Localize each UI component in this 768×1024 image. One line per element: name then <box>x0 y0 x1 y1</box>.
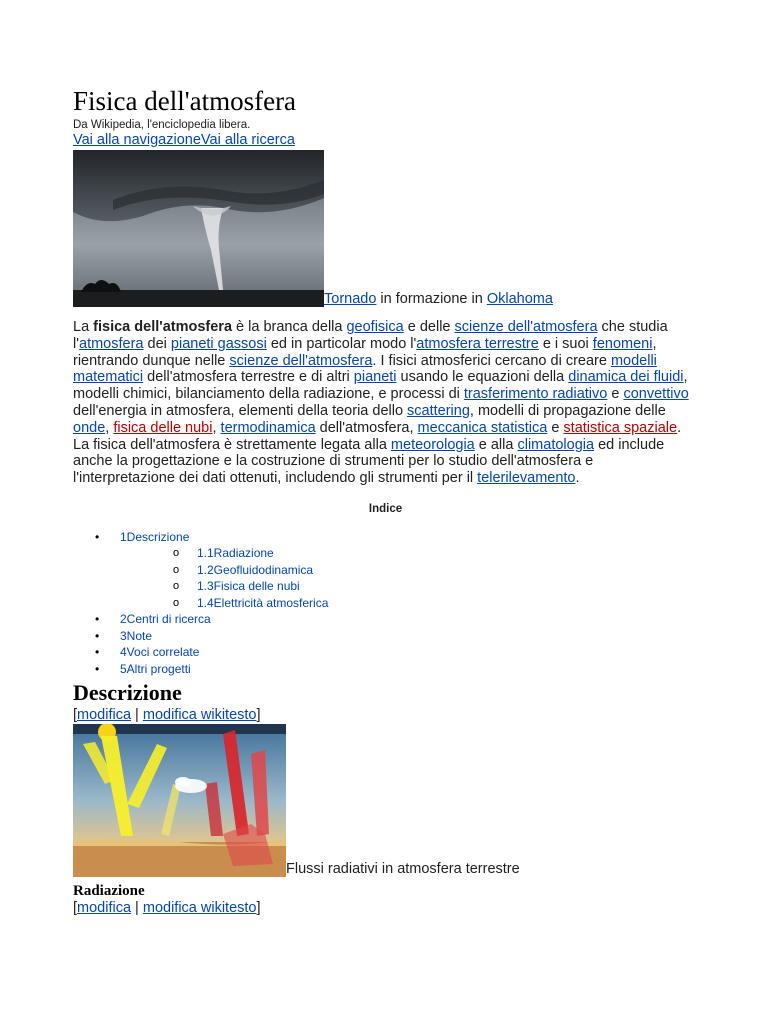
subsection-edit-links: [modifica | modifica wikitesto] <box>73 900 261 917</box>
radiation-caption: Flussi radiativi in atmosfera terrestre <box>286 861 520 878</box>
fisica-nubi-redlink[interactable]: fisica delle nubi <box>113 419 213 436</box>
tornado-caption: Tornado in formazione in Oklahoma <box>324 291 553 307</box>
jump-to-navigation-link[interactable]: Vai alla navigazione <box>73 132 201 148</box>
article-page <box>73 86 698 917</box>
geofisica-link[interactable]: geofisica <box>346 319 404 335</box>
toc-item[interactable]: o 1.2Geofluidodinamica <box>73 562 698 579</box>
page-title: Fisica dell'atmosfera <box>73 86 297 116</box>
atmosfera-link[interactable]: atmosfera <box>79 335 144 352</box>
toc-item[interactable]: o 1.3Fisica delle nubi <box>73 578 698 595</box>
table-of-contents <box>73 529 698 678</box>
toc-item[interactable]: • 2Centri di ricerca <box>73 611 698 628</box>
tornado-figure <box>73 150 698 307</box>
radiation-diagram-image[interactable] <box>73 724 286 877</box>
statistica-spaziale-redlink[interactable]: statistica spaziale <box>563 419 678 436</box>
termodinamica-link[interactable]: termodinamica <box>220 419 316 436</box>
trasferimento-radiativo-link[interactable]: trasferimento radiativo <box>463 386 608 403</box>
scienze-atmosfera-link[interactable]: scienze dell'atmosfera <box>454 319 598 335</box>
meccanica-statistica-link[interactable]: meccanica statistica <box>417 419 548 436</box>
climatologia-link[interactable]: climatologia <box>517 436 595 453</box>
edit-link[interactable]: modifica <box>77 707 132 724</box>
telerilevamento-link[interactable]: telerilevamento <box>477 470 576 487</box>
scattering-link[interactable]: scattering <box>407 402 470 419</box>
oklahoma-link[interactable]: Oklahoma <box>486 291 553 307</box>
toc-title: Indice <box>368 502 403 515</box>
jump-links <box>73 132 698 149</box>
convettivo-link[interactable]: convettivo <box>623 386 689 403</box>
tagline: Da Wikipedia, l'enciclopedia libera. <box>73 119 251 131</box>
edit-link[interactable]: modifica <box>77 900 132 917</box>
tornado-link[interactable]: Tornado <box>324 291 377 307</box>
toc-item[interactable]: • 3Note <box>73 628 698 645</box>
pianeti-gassosi-link[interactable]: pianeti gassosi <box>170 335 267 352</box>
section-heading-descrizione: Descrizione <box>73 680 182 706</box>
fenomeni-link[interactable]: fenomeni <box>592 335 653 352</box>
toc-item[interactable]: • 1Descrizione <box>73 529 698 546</box>
radiation-figure <box>73 724 698 877</box>
section-heading-radiazione: Radiazione <box>73 883 145 900</box>
subject-bold: fisica dell'atmosfera <box>93 319 233 335</box>
pianeti-link[interactable]: pianeti <box>353 369 397 386</box>
tornado-image[interactable] <box>73 150 324 307</box>
modelli-matematici-link[interactable]: modelli matematici <box>73 352 657 386</box>
jump-to-search-link[interactable]: Vai alla ricerca <box>200 132 295 148</box>
intro-paragraph: La fisica dell'atmosfera è la branca della geofisica e delle scienze dell'atmosfera che studia l'atmosfera dei pianeti gassosi ed in particolar modo l'atmosfera terrestre e i suoi fenomeni, rientrando dunque nelle scienze dell'atmosfera. I fisici atmosferici cercano di creare modelli matematici dell'atmosfera terrestre e di altri pianeti usando le equazioni della dinamica dei fluidi, modelli chimici, bilanciamento della radiazione, e processi di trasferimento radiativo e convettivo dell'energia in atmosfera, elementi della teoria dello scattering, modelli di propagazione delle onde, fisica delle nubi, termodinamica dell'atmosfera, meccanica statistica e statistica spaziale. La fisica dell'atmosfera è strettamente legata alla meteorologia e alla climatologia ed include anche la progettazione e la costruzione di strumenti per lo studio dell'atmosfera e l'interpretazione dei dati ottenuti, includendo gli strumenti per il telerilevamento. <box>73 319 689 487</box>
toc-item[interactable]: o 1.4Elettricità atmosferica <box>73 595 698 612</box>
onde-link[interactable]: onde <box>73 419 106 436</box>
toc-item[interactable]: o 1.1Radiazione <box>73 545 698 562</box>
atmosfera-terrestre-link[interactable]: atmosfera terrestre <box>416 335 539 352</box>
edit-source-link[interactable]: modifica wikitesto <box>142 707 257 724</box>
section-edit-links: [modifica | modifica wikitesto] <box>73 707 261 724</box>
toc-item[interactable]: • 4Voci correlate <box>73 644 698 661</box>
meteorologia-link[interactable]: meteorologia <box>390 436 475 453</box>
dinamica-fluidi-link[interactable]: dinamica dei fluidi <box>568 369 684 386</box>
toc-item[interactable]: • 5Altri progetti <box>73 661 698 678</box>
edit-source-link[interactable]: modifica wikitesto <box>142 900 257 917</box>
scienze-atmosfera-link-2[interactable]: scienze dell'atmosfera <box>229 352 373 369</box>
